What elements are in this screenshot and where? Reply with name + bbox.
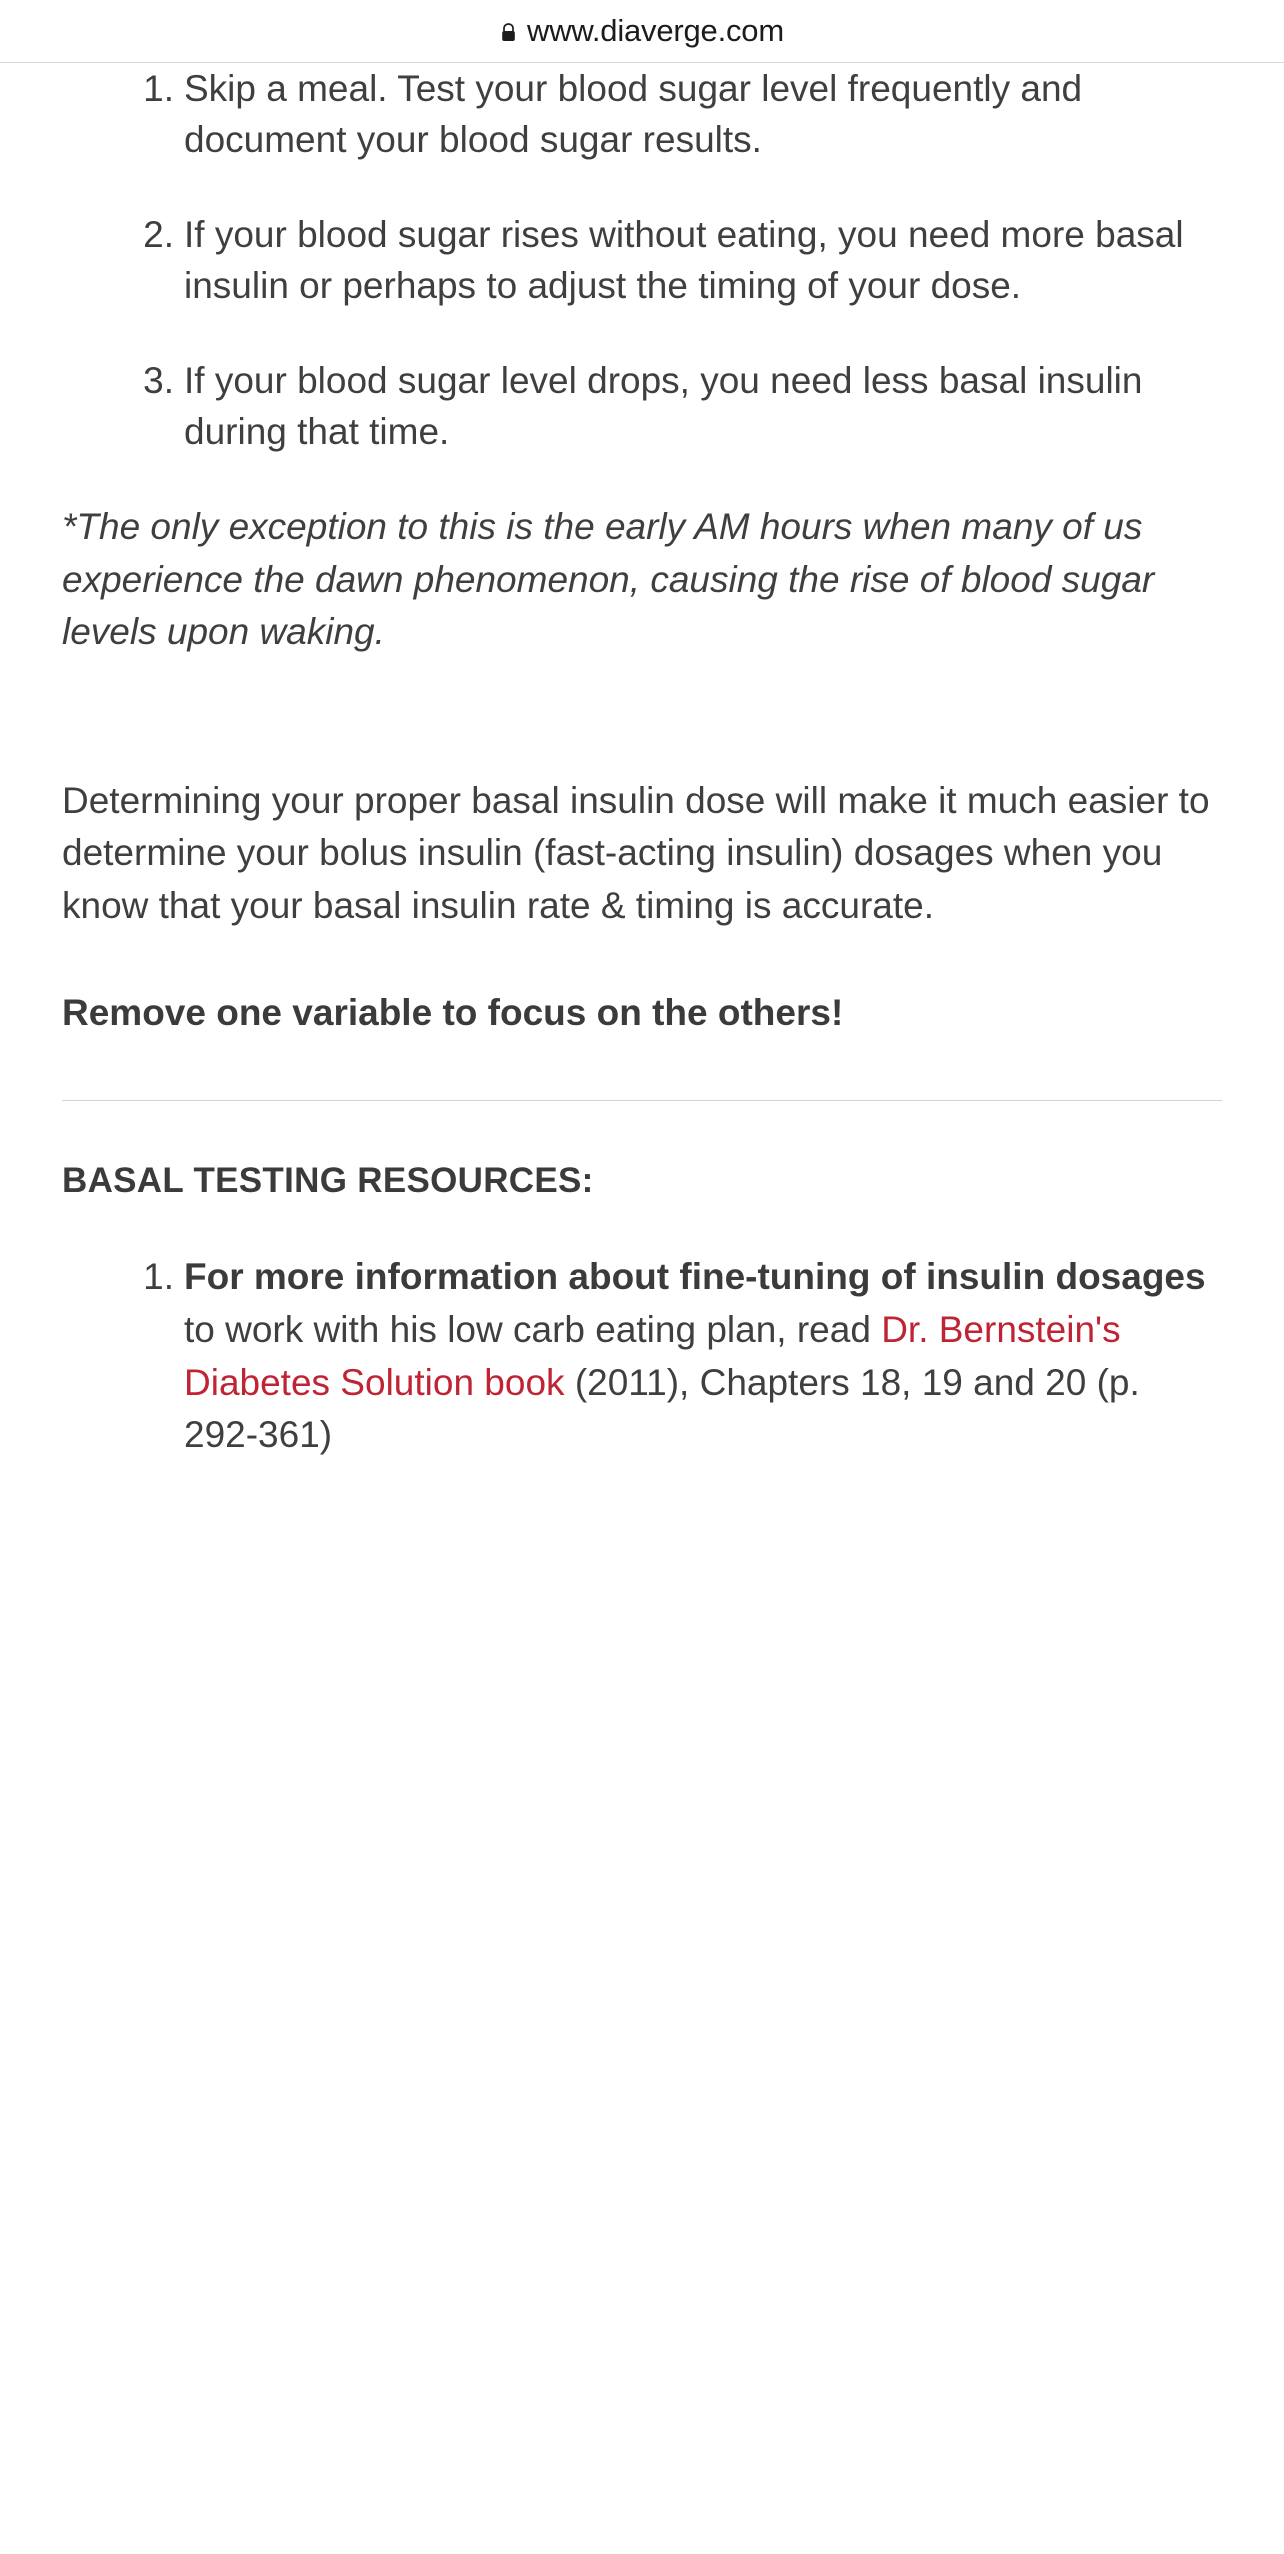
spacer (62, 1101, 1222, 1161)
basal-test-steps-list (62, 63, 1222, 457)
exception-note: *The only exception to this is the early AM hours when many of us experience the dawn phenomenon, causing the rise of blood sugar levels upon waking. (62, 506, 1155, 653)
list-item (62, 1251, 1222, 1461)
list-item (62, 355, 1222, 457)
browser-address-bar[interactable] (0, 0, 1284, 63)
list-item-number: 2. (143, 214, 174, 256)
bernstein-book-link[interactable]: Dr. Bernstein's Diabetes Solution book (184, 1309, 1121, 1403)
page-content (0, 63, 1284, 1462)
spacer (62, 932, 1222, 992)
spacer (62, 659, 1222, 775)
resources-list (62, 1251, 1222, 1461)
resource-tail-text: (2011), Chapters 18, 19 and 20 (p. 292-361) (184, 1361, 1140, 1456)
list-item-text: If your blood sugar rises without eating, you need more basal insulin or perhaps to adjust the timing of your dose. (184, 214, 1184, 307)
list-item-text: If your blood sugar level drops, you need less basal insulin during that time. (184, 360, 1143, 453)
list-item-number: 3. (143, 360, 174, 402)
spacer (62, 1201, 1222, 1251)
body-paragraph: Determining your proper basal insulin dose will make it much easier to determine your bolus insulin (fast-acting insulin) dosages when you know that your basal insulin rate & timing is accurate. (62, 779, 1210, 926)
list-item (62, 209, 1222, 311)
lock-icon (500, 22, 517, 43)
resource-bold-lead: For more information about fine-tuning of insulin dosages (184, 1256, 1206, 1298)
url-text: www.diaverge.com (527, 13, 784, 48)
resources-heading: BASAL TESTING RESOURCES: (62, 1161, 594, 1201)
callout-text: Remove one variable to focus on the others! (62, 992, 844, 1034)
list-item-number: 1. (143, 1256, 174, 1298)
url-group[interactable] (500, 13, 784, 49)
resource-mid-text: to work with his low carb eating plan, read (184, 1309, 882, 1350)
list-item (62, 63, 1222, 165)
list-item-text: Skip a meal. Test your blood sugar level frequently and document your blood sugar results. (184, 68, 1083, 161)
list-item-number: 1. (143, 68, 174, 109)
